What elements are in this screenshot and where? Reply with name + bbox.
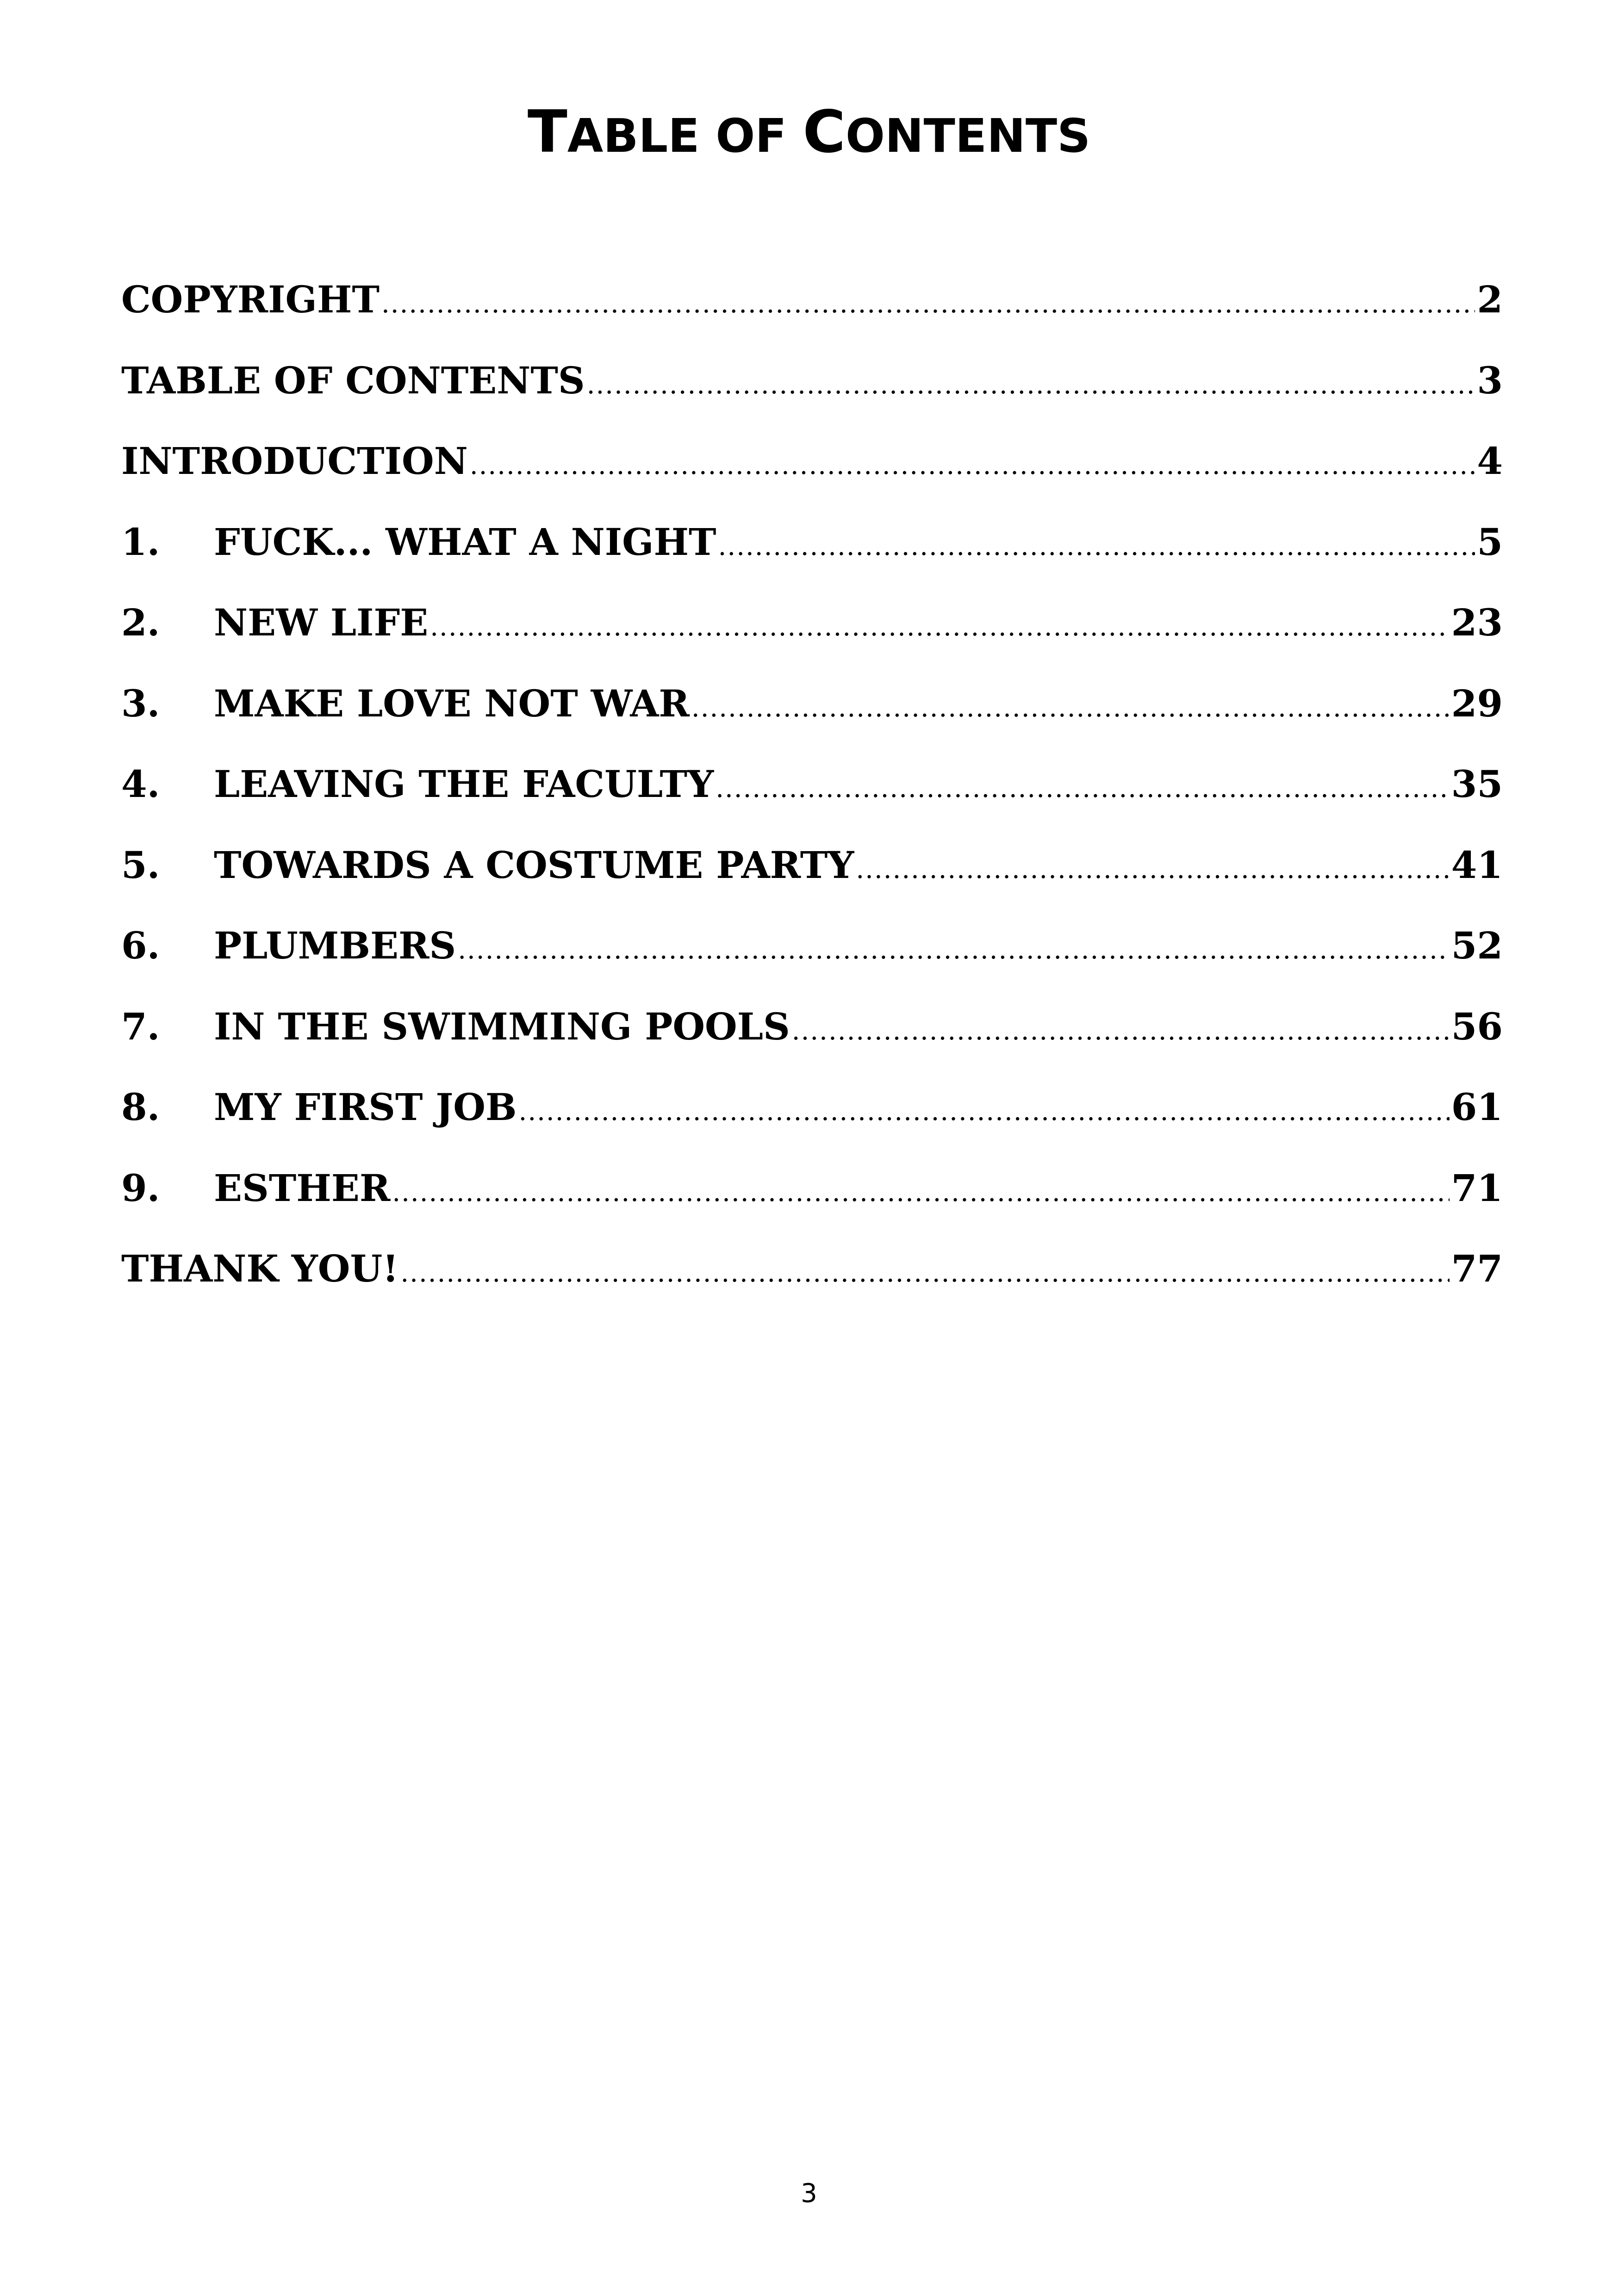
toc-entry-page: 61 <box>1451 1085 1503 1129</box>
toc-entry-table-of-contents[interactable] <box>121 340 1503 421</box>
page-number: 3 <box>801 2178 817 2209</box>
toc-entry-chapter-5[interactable] <box>121 825 1503 906</box>
toc-entry-page: 35 <box>1451 762 1503 806</box>
toc-entry-number: 4. <box>121 762 160 806</box>
toc-dot-leader <box>392 1152 1449 1229</box>
toc-entry-page: 56 <box>1451 1004 1503 1048</box>
toc-entry-chapter-9[interactable] <box>121 1148 1503 1229</box>
toc-entry-label: PLUMBERS <box>214 924 456 967</box>
toc-entry-number: 9. <box>121 1166 160 1210</box>
toc-entry-chapter-2[interactable] <box>121 582 1503 663</box>
toc-entry-page: 5 <box>1477 520 1503 564</box>
toc-entry-page: 2 <box>1477 278 1503 321</box>
page-title <box>0 95 1618 173</box>
toc-entry-label: ESTHER <box>214 1166 391 1210</box>
toc-entry-page: 41 <box>1451 843 1503 887</box>
toc-entry-copyright[interactable] <box>121 259 1503 340</box>
toc-dot-leader <box>400 1233 1449 1309</box>
toc-entry-chapter-3[interactable] <box>121 663 1503 744</box>
toc-entry-page: 23 <box>1451 601 1503 644</box>
toc-entry-introduction[interactable] <box>121 421 1503 502</box>
toc-entry-page: 52 <box>1451 924 1503 967</box>
title-initial-c: C <box>803 98 846 166</box>
toc-dot-leader <box>519 1071 1450 1148</box>
toc-entry-number: 6. <box>121 924 160 967</box>
toc-dot-leader <box>381 264 1475 340</box>
toc-entry-page: 77 <box>1451 1247 1503 1290</box>
toc-entry-label: INTRODUCTION <box>121 439 468 483</box>
toc-dot-leader <box>716 748 1449 825</box>
toc-dot-leader <box>587 345 1475 421</box>
toc-entry-chapter-1[interactable] <box>121 502 1503 583</box>
toc-dot-leader <box>691 668 1450 744</box>
toc-entry-page: 71 <box>1451 1166 1503 1210</box>
table-of-contents-list <box>121 259 1503 1309</box>
toc-dot-leader <box>430 587 1449 663</box>
toc-entry-label: THANK YOU! <box>121 1247 399 1290</box>
toc-entry-number: 3. <box>121 681 160 725</box>
toc-entry-page: 29 <box>1451 681 1503 725</box>
toc-dot-leader <box>458 910 1449 986</box>
title-word-ontents: ONTENTS <box>845 109 1091 163</box>
toc-entry-chapter-7[interactable] <box>121 986 1503 1067</box>
toc-entry-number: 1. <box>121 520 160 564</box>
title-word-able-of: ABLE OF <box>567 109 803 163</box>
toc-entry-label: NEW LIFE <box>214 601 429 644</box>
toc-entry-number: 5. <box>121 843 160 887</box>
toc-dot-leader <box>718 506 1475 583</box>
toc-dot-leader <box>470 425 1475 502</box>
toc-entry-label: COPYRIGHT <box>121 278 380 321</box>
toc-entry-chapter-4[interactable] <box>121 744 1503 825</box>
toc-entry-label: LEAVING THE FACULTY <box>214 762 714 806</box>
toc-entry-label: TOWARDS A COSTUME PARTY <box>214 843 854 887</box>
toc-entry-number: 7. <box>121 1004 160 1048</box>
toc-dot-leader <box>856 829 1449 906</box>
toc-entry-number: 8. <box>121 1085 160 1129</box>
toc-entry-page: 3 <box>1477 358 1503 402</box>
toc-entry-label: MAKE LOVE NOT WAR <box>214 681 690 725</box>
toc-entry-page: 4 <box>1477 439 1503 483</box>
toc-entry-chapter-6[interactable] <box>121 905 1503 986</box>
toc-dot-leader <box>792 991 1450 1067</box>
toc-entry-label: IN THE SWIMMING POOLS <box>214 1004 790 1048</box>
toc-entry-thank-you[interactable] <box>121 1228 1503 1309</box>
toc-entry-label: MY FIRST JOB <box>214 1085 517 1129</box>
toc-entry-number: 2. <box>121 601 160 644</box>
toc-entry-chapter-8[interactable] <box>121 1067 1503 1148</box>
toc-entry-label: TABLE OF CONTENTS <box>121 358 585 402</box>
title-initial-t: T <box>527 98 567 166</box>
toc-entry-label: FUCK... WHAT A NIGHT <box>214 520 716 564</box>
